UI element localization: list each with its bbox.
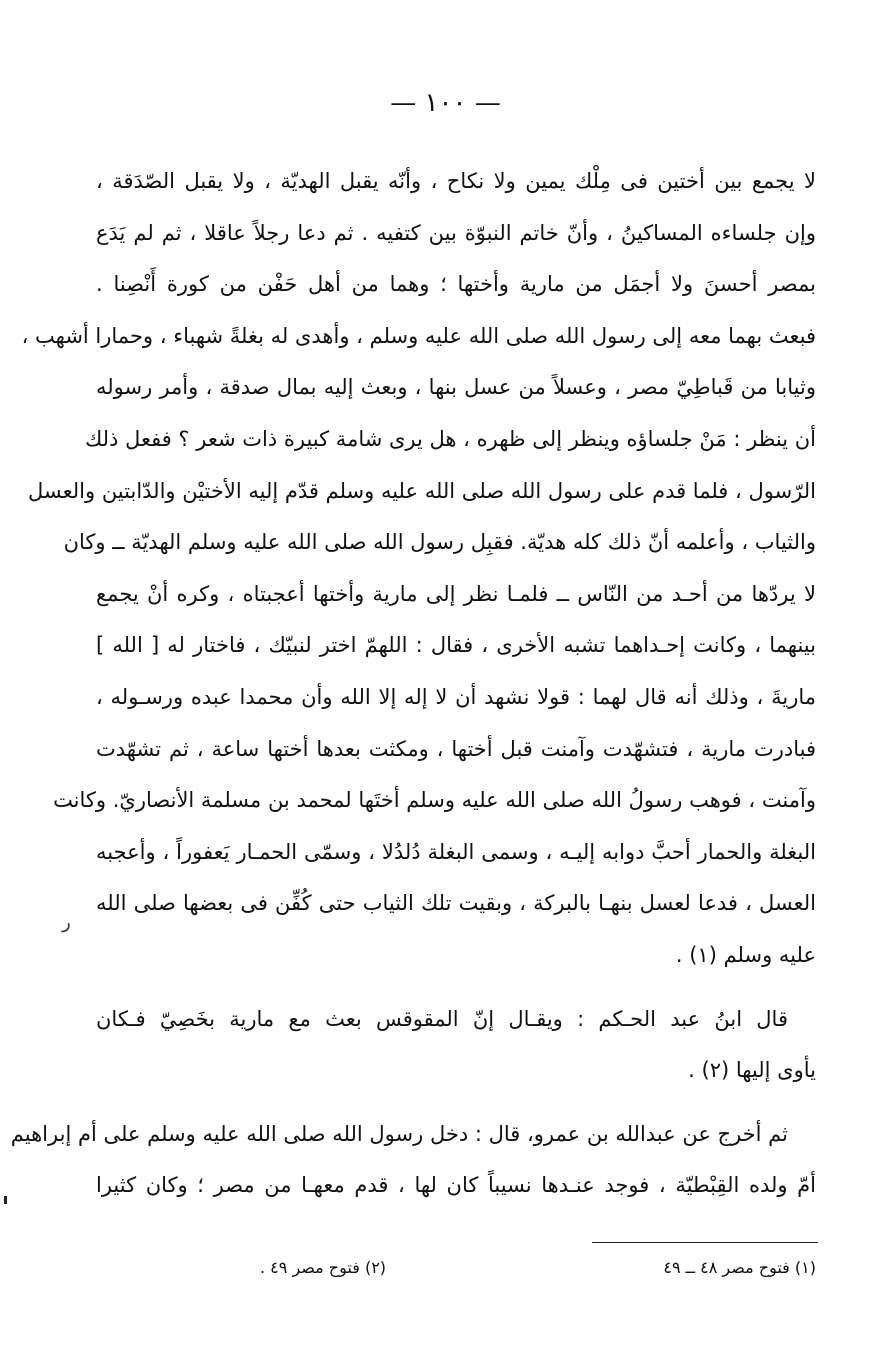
text-line: بمصر أحسنَ ولا أجمَل من مارية وأختها ؛ وهما من أهل حَفْن من كورة أَنْصِنا . <box>96 272 816 297</box>
paragraph-gap <box>96 982 816 994</box>
scan-speck <box>4 1196 7 1204</box>
text-line: ثم أخرج عن عبدالله بن عمرو، قال : دخل رسول الله صلى الله عليه وسلم على أم إبراهيم <box>10 1121 788 1146</box>
page-number: — ١٠٠ — <box>390 88 501 118</box>
footnote-2: (٢) فتوح مصر ٤٩ . <box>260 1258 387 1277</box>
text-line: وآمنت ، فوهب رسولُ الله صلى الله عليه وسلم أختَها لمحمد بن مسلمة الأنصاريّ. وكانت <box>53 788 816 813</box>
text-line: قال ابنُ عبد الحـكم : ويقـال إنّ المقوقس بعث مع مارية بخَصِيّ فـكان <box>96 1006 788 1031</box>
margin-pencil-mark: ر <box>62 912 71 933</box>
text-line: وإن جلساءه المساكينُ ، وأنّ خاتم النبوّة بين كتفيه . ثم دعا رجلاً عاقلا ، ثم لم يَدَع <box>96 220 816 245</box>
footnote-1: (١) فتوح مصر ٤٨ ــ ٤٩ <box>663 1258 816 1277</box>
body-text <box>10 156 816 1212</box>
footnote-divider <box>592 1242 818 1243</box>
paragraph-gap <box>96 1097 816 1109</box>
footnotes <box>260 1258 816 1277</box>
text-line: فبعث بهما معه إلى رسول الله صلى الله عليه وسلم ، وأهدى له بغلةً شهباء ، وحمارا أشهب ، <box>21 323 816 348</box>
text-line: بينهما ، وكانت إحـداهما تشبه الأخرى ، فقال : اللهمّ اختر لنبيّك ، فاختار له [ الله ] <box>96 633 816 658</box>
text-line: لا يجمع بين أختين فى مِلْك يمين ولا نكاح ، وأنّه يقبل الهديّة ، ولا يقبل الصّدَقة ، <box>96 169 816 193</box>
text-line: الرّسول ، فلما قدم على رسول الله صلى الله عليه وسلم قدّم إليه الأختيْن والدّابتين والعسل <box>28 478 816 503</box>
text-line: لا يردّها من أحـد من النّاس ــ فلمـا نظر إلى مارية وأختها أعجبتاه ، وكره أنْ يجمع <box>96 581 816 606</box>
text-line: وثيابا من قَباطِيّ مصر ، وعسلاً من عسل بنها ، وبعث إليه بمال صدقة ، وأمر رسوله <box>96 375 816 400</box>
text-line: البغلة والحمار أحبَّ دوابه إليـه ، وسمى البغلة دُلدُلا ، وسمّى الحمـار يَعفوراً ، وأعجبه <box>96 839 816 864</box>
text-line: ماريةَ ، وذلك أنه قال لهما : قولا نشهد أن لا إله إلا الله وأن محمدا عبده ورسـوله ، <box>96 684 816 709</box>
text-line: فبادرت مارية ، فتشهّدت وآمنت قبل أختها ، ومكثت بعدها أختها ساعة ، ثم تشهّدت <box>96 736 816 761</box>
text-line: العسل ، فدعا لعسل بنهـا بالبركة ، وبقيت تلك الثياب حتى كُفِّن فى بعضها صلى الله <box>96 891 816 916</box>
text-line: أن ينظر : مَنْ جلساؤه وينظر إلى ظهره ، هل يرى شامة كبيرة ذات شعر ؟ ففعل ذلك <box>84 426 816 451</box>
text-line: عليه وسلم (١) . <box>675 942 816 967</box>
text-line: والثياب ، وأعلمه أنّ ذلك كله هديّة. فقبِل رسول الله صلى الله عليه وسلم الهديّة ــ وكان <box>63 530 816 555</box>
text-line: أمّ ولده القِبْطيّة ، فوجد عنـدها نسيباً كان لها ، قدم معهـا من مصر ؛ وكان كثيرا <box>96 1173 816 1198</box>
text-line: يأوى إليها (٢) . <box>688 1058 816 1083</box>
